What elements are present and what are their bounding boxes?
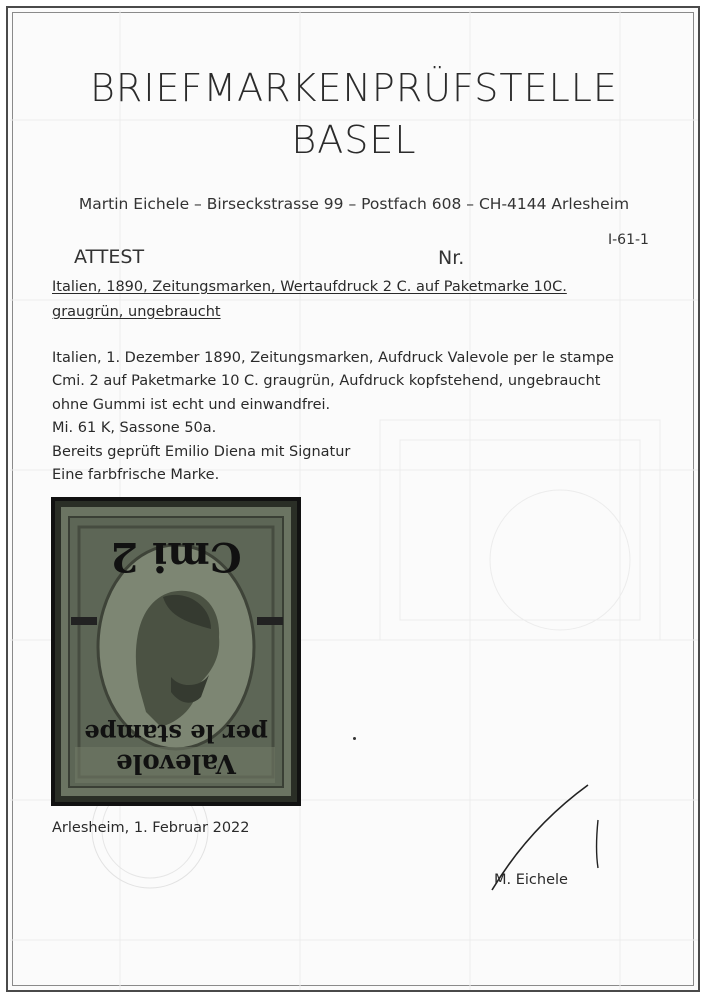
lab-name-title: BRIEFMARKENPRÜFSTELLE <box>90 66 618 110</box>
subject-line-1: Italien, 1890, Zeitungsmarken, Wertaufdruck 2 C. auf Paketmarke 10C. <box>52 279 567 295</box>
inverted-overprint-top <box>110 533 241 580</box>
overprint-line-2: per le stampe <box>84 719 268 748</box>
body-line: Bereits geprüft Emilio Diena mit Signatur <box>52 443 351 460</box>
lab-city-title: BASEL <box>291 118 417 162</box>
lab-address: Martin Eichele – Birseckstrasse 99 – Postfach 608 – CH-4144 Arlesheim <box>78 195 630 213</box>
attest-label: ATTEST <box>74 246 145 268</box>
place-and-date: Arlesheim, 1. Februar 2022 <box>52 820 250 836</box>
body-line: Mi. 61 K, Sassone 50a. <box>52 420 217 437</box>
ink-dot <box>353 737 356 740</box>
certificate-reference: I-61-1 <box>608 232 649 248</box>
body-line: Cmi. 2 auf Paketmarke 10 C. graugrün, Aufdruck kopfstehend, ungebraucht <box>52 373 601 390</box>
stamp-photo <box>51 497 301 806</box>
overprint-line-1: Valevole <box>116 748 236 778</box>
certificate-body <box>52 347 672 487</box>
body-line: ohne Gummi ist echt und einwandfrei. <box>52 396 331 413</box>
body-line: Italien, 1. Dezember 1890, Zeitungsmarken, Aufdruck Valevole per le stampe <box>52 350 614 366</box>
subject-line-2: graugrün, ungebraucht <box>52 304 221 320</box>
stamp-image <box>51 497 301 806</box>
number-label: Nr. <box>438 247 465 269</box>
signer-name: M. Eichele <box>494 872 568 888</box>
overprint-value: Cmi 2 <box>110 533 242 580</box>
body-line: Eine farbfrische Marke. <box>52 467 220 484</box>
